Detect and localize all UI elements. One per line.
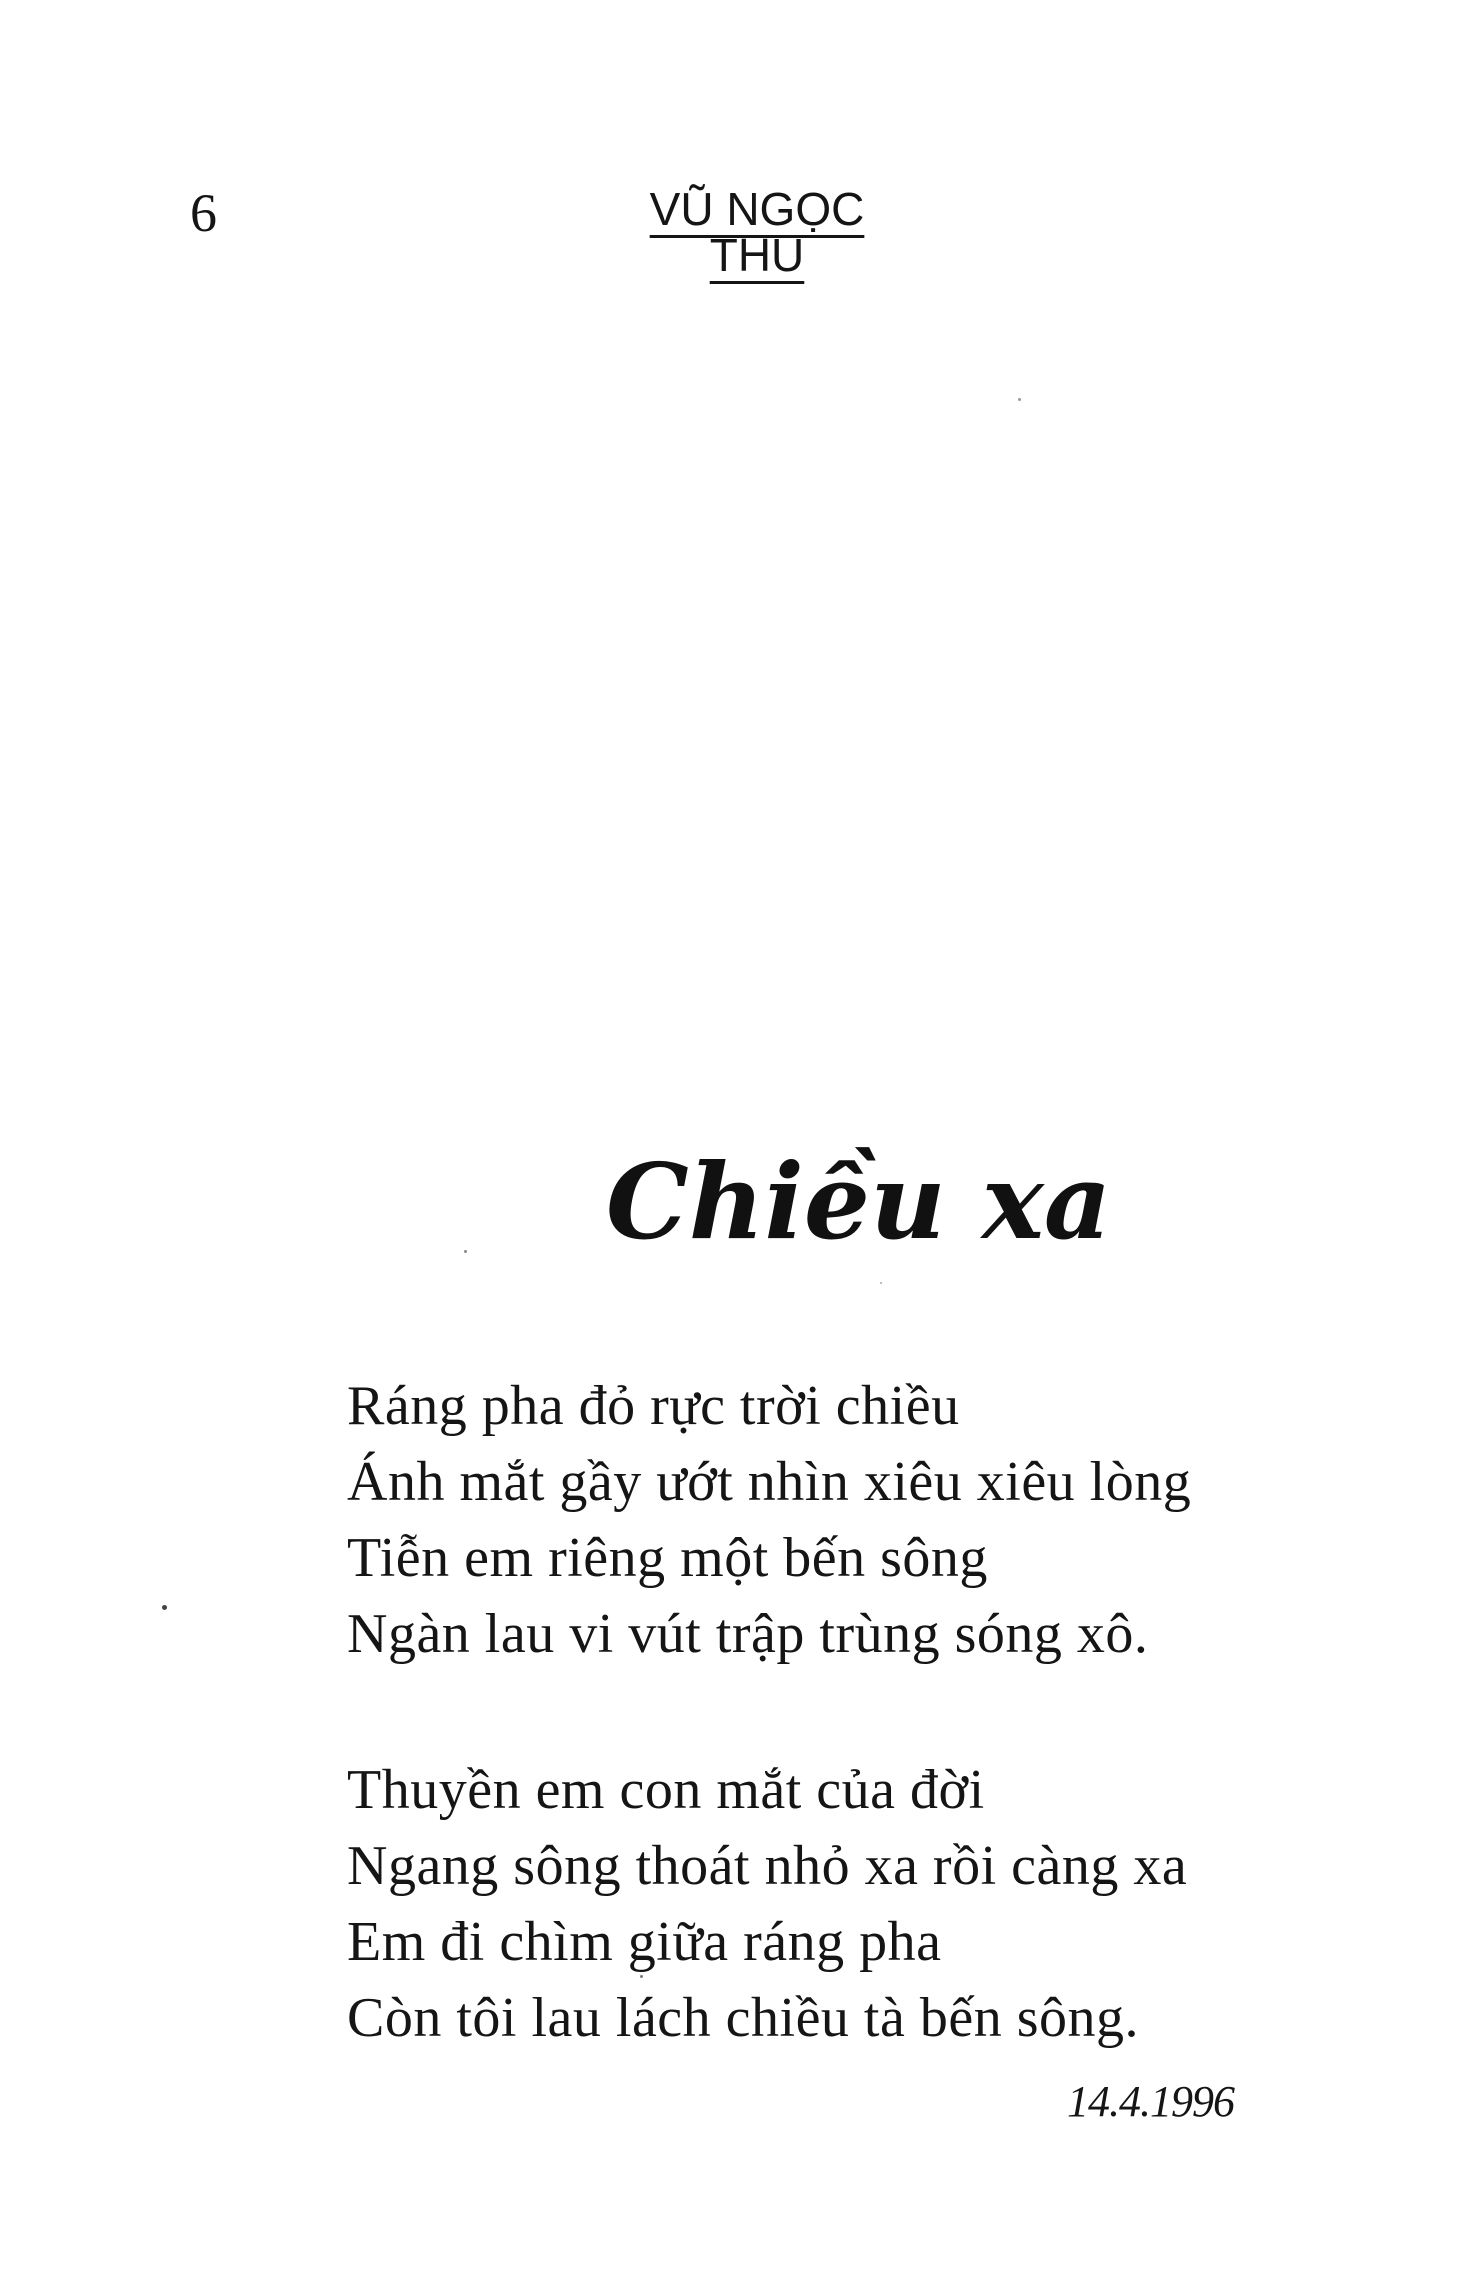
- scan-speck: [162, 1605, 167, 1610]
- scan-speck: [1018, 398, 1021, 401]
- scan-speck: [464, 1250, 467, 1253]
- poem-line: Ánh mắt gầy ướt nhìn xiêu xiêu lòng: [347, 1451, 1192, 1513]
- scan-speck: [640, 1975, 643, 1978]
- poem-line: Thuyền em con mắt của đời: [347, 1759, 985, 1821]
- stanza-2: [347, 1752, 1247, 2056]
- poem-line: Tiễn em riêng một bến sông: [347, 1527, 988, 1589]
- poem-date: 14.4.1996: [1067, 2077, 1234, 2126]
- scan-speck: [880, 1282, 882, 1284]
- poem-line: Ngàn lau vi vút trập trùng sóng xô.: [347, 1603, 1149, 1665]
- poem-body: [347, 1368, 1247, 2056]
- poem-line: Còn tôi lau lách chiều tà bến sông.: [347, 1987, 1139, 2049]
- stanza-1: [347, 1368, 1247, 1672]
- poem-title: Chiều xa: [606, 1140, 1112, 1263]
- poem-line: Ráng pha đỏ rực trời chiều: [347, 1375, 960, 1437]
- poem-line: Ngang sông thoát nhỏ xa rồi càng xa: [347, 1835, 1188, 1897]
- running-head-author: VŨ NGỌC THU: [649, 183, 865, 281]
- poem-line: Em đi chìm giữa ráng pha: [347, 1911, 942, 1973]
- page-number: 6: [190, 183, 217, 243]
